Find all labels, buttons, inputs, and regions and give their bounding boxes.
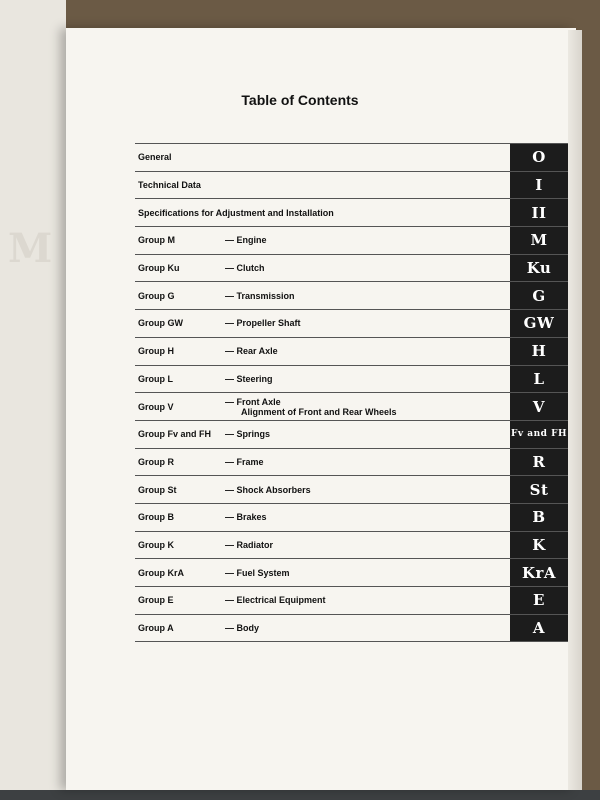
- toc-row[interactable]: [135, 586, 568, 614]
- page-title: Table of Contents: [241, 92, 359, 108]
- toc-description-line-2: Alignment of Front and Rear Wheels: [241, 406, 397, 417]
- toc-description: [225, 374, 273, 384]
- toc-description-line: — Radiator: [225, 539, 274, 550]
- section-tab[interactable]: Fv and FH: [510, 421, 568, 448]
- toc-group-label: Technical Data: [138, 180, 201, 191]
- section-tab[interactable]: A: [510, 615, 568, 642]
- toc-description: [225, 540, 273, 550]
- toc-description: [225, 457, 264, 467]
- bleed-through-letter: M: [8, 225, 53, 272]
- toc-description: [225, 235, 267, 245]
- section-tab[interactable]: G: [510, 282, 568, 309]
- toc-description-line: — Steering: [225, 373, 273, 384]
- toc-row[interactable]: [135, 171, 568, 199]
- toc-description-line: — Body: [225, 623, 260, 634]
- toc-row[interactable]: [135, 143, 568, 171]
- toc-description: [225, 291, 295, 301]
- section-tab[interactable]: E: [510, 587, 568, 614]
- toc-description-line: — Engine: [225, 235, 267, 246]
- toc-group-label: Specifications for Adjustment and Installation: [138, 207, 334, 218]
- toc-row[interactable]: [135, 420, 568, 448]
- toc-group-label: Group KrA: [138, 567, 184, 578]
- toc-row[interactable]: [135, 198, 568, 226]
- section-tab[interactable]: M: [510, 227, 568, 254]
- page-stack-edge: [568, 30, 582, 790]
- toc-group-label: Group E: [138, 595, 174, 606]
- section-tab[interactable]: L: [510, 366, 568, 393]
- toc-group-label: Group V: [138, 401, 174, 412]
- toc-group-label: General: [138, 152, 172, 163]
- toc-description: [225, 429, 270, 439]
- toc-description-line: — Clutch: [225, 263, 265, 274]
- section-tab[interactable]: K: [510, 532, 568, 559]
- adjacent-page: [0, 0, 66, 800]
- toc-description-line: — Brakes: [225, 512, 267, 523]
- toc-group-label: Group M: [138, 235, 175, 246]
- section-tab[interactable]: KrA: [510, 559, 568, 586]
- toc-group-label: Group A: [138, 623, 174, 634]
- toc-description: [225, 595, 326, 605]
- toc-description-line: — Springs: [225, 429, 271, 440]
- toc-row[interactable]: [135, 531, 568, 559]
- toc-description-line: — Electrical Equipment: [225, 595, 326, 606]
- toc-row[interactable]: [135, 254, 568, 282]
- section-tab[interactable]: B: [510, 504, 568, 531]
- toc-description: [225, 263, 265, 273]
- toc-description: [225, 397, 397, 417]
- toc-description-line: — Transmission: [225, 290, 295, 301]
- section-tab[interactable]: O: [510, 144, 568, 171]
- toc-description-line: — Fuel System: [225, 567, 290, 578]
- toc-group-label: Group B: [138, 512, 174, 523]
- toc-row[interactable]: [135, 503, 568, 531]
- toc-row[interactable]: [135, 558, 568, 586]
- section-tab[interactable]: GW: [510, 310, 568, 337]
- toc-row[interactable]: [135, 309, 568, 337]
- toc-group-label: Group Fv and FH: [138, 429, 211, 440]
- toc-description: [225, 623, 259, 633]
- toc-description-line: — Frame: [225, 456, 264, 467]
- toc-row[interactable]: [135, 365, 568, 393]
- toc-description: [225, 568, 290, 578]
- toc-group-label: Group R: [138, 456, 174, 467]
- table-surface: [0, 790, 600, 800]
- toc-description-line: — Shock Absorbers: [225, 484, 311, 495]
- toc-group-label: Group St: [138, 484, 177, 495]
- section-tab[interactable]: V: [510, 393, 568, 420]
- toc-row[interactable]: [135, 337, 568, 365]
- toc-description-line: — Front Axle: [225, 396, 281, 407]
- toc-group-label: Group K: [138, 539, 174, 550]
- section-tab[interactable]: H: [510, 338, 568, 365]
- section-tab[interactable]: Ku: [510, 255, 568, 282]
- toc-row[interactable]: [135, 448, 568, 476]
- toc-row[interactable]: [135, 475, 568, 503]
- toc-group-label: Group H: [138, 346, 174, 357]
- toc-description-line: — Propeller Shaft: [225, 318, 301, 329]
- table-of-contents: [135, 143, 568, 642]
- toc-description: [225, 485, 311, 495]
- section-tab[interactable]: St: [510, 476, 568, 503]
- toc-description-line: — Rear Axle: [225, 346, 278, 357]
- section-tab[interactable]: R: [510, 449, 568, 476]
- toc-group-label: Group L: [138, 373, 173, 384]
- toc-row[interactable]: [135, 614, 568, 643]
- section-tab[interactable]: I: [510, 172, 568, 199]
- toc-group-label: Group G: [138, 290, 175, 301]
- toc-description: [225, 318, 301, 328]
- section-tab[interactable]: II: [510, 199, 568, 226]
- toc-group-label: Group GW: [138, 318, 183, 329]
- toc-row[interactable]: [135, 392, 568, 420]
- toc-group-label: Group Ku: [138, 263, 180, 274]
- toc-row[interactable]: [135, 226, 568, 254]
- toc-description: [225, 346, 278, 356]
- toc-description: [225, 512, 267, 522]
- toc-row[interactable]: [135, 281, 568, 309]
